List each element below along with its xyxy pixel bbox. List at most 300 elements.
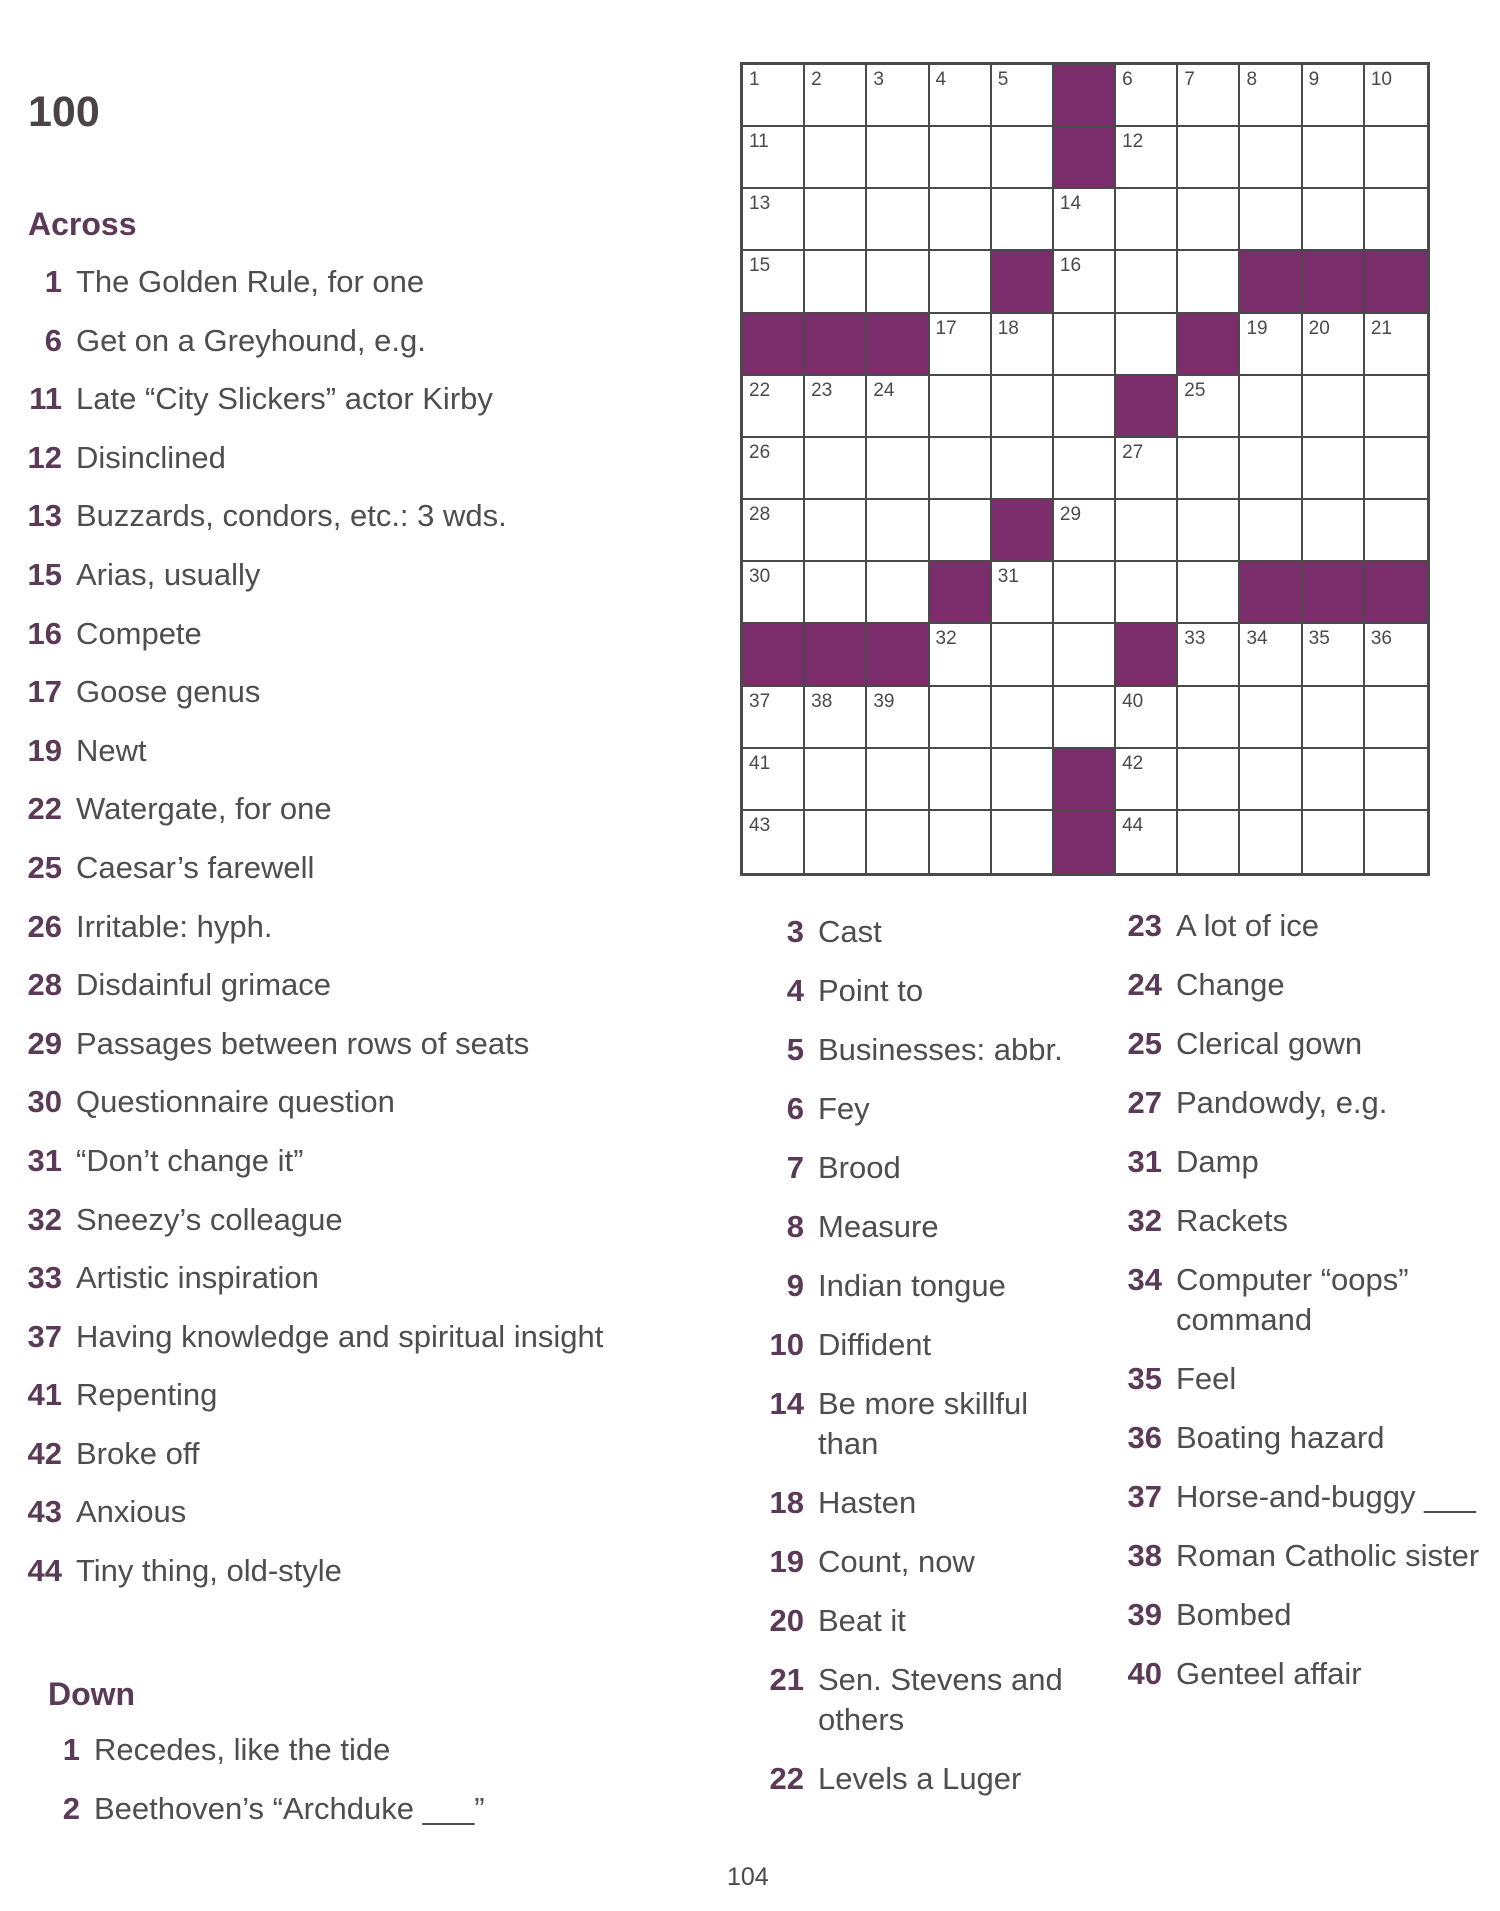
- clue-text: Change: [1176, 967, 1285, 1002]
- grid-cell[interactable]: [1116, 127, 1178, 189]
- grid-cell[interactable]: [1303, 438, 1365, 500]
- clue-text: Clerical gown: [1176, 1026, 1363, 1061]
- clue-number: 37: [1127, 1479, 1162, 1514]
- grid-cell[interactable]: [1365, 811, 1427, 873]
- clue-item: [10, 1434, 710, 1493]
- clue-item: [28, 1789, 718, 1848]
- clue-item: [752, 1384, 1072, 1464]
- grid-cell[interactable]: [867, 438, 929, 500]
- clue-number: 1: [62, 1732, 80, 1767]
- clue-text: Recedes, like the tide: [94, 1732, 391, 1767]
- clue-item: [752, 912, 1072, 952]
- grid-cell[interactable]: [992, 65, 1054, 127]
- clue-text: “Don’t change it”: [76, 1142, 304, 1178]
- clue-text: Diffident: [818, 1327, 932, 1362]
- cell-number: 39: [873, 690, 895, 712]
- grid-block: [1240, 251, 1302, 313]
- grid-cell[interactable]: [992, 624, 1054, 686]
- cell-number: 10: [1370, 69, 1392, 90]
- grid-cell[interactable]: [1303, 500, 1365, 562]
- grid-cell[interactable]: [805, 687, 867, 749]
- clue-number: 15: [27, 556, 62, 592]
- grid-cell[interactable]: [1240, 624, 1302, 686]
- clue-text: Compete: [76, 615, 202, 651]
- grid-cell[interactable]: [1054, 376, 1116, 438]
- grid-cell[interactable]: [743, 562, 805, 624]
- grid-cell[interactable]: [1240, 811, 1302, 873]
- grid-block: [1178, 314, 1240, 376]
- grid-cell[interactable]: [867, 65, 929, 127]
- clue-item: [752, 1483, 1072, 1523]
- grid-cell[interactable]: [805, 189, 867, 251]
- grid-block: [743, 314, 805, 376]
- clue-number: 2: [62, 1790, 80, 1826]
- cell-number: 3: [873, 69, 884, 90]
- clue-text: Sneezy’s colleague: [76, 1201, 343, 1237]
- grid-cell[interactable]: [1116, 562, 1178, 624]
- clue-item: [10, 438, 710, 497]
- clue-item: [10, 672, 710, 731]
- grid-block: [867, 624, 929, 686]
- clue-number: 43: [27, 1494, 62, 1530]
- grid-cell[interactable]: [867, 500, 929, 562]
- clue-number: 14: [769, 1386, 804, 1421]
- clue-number: 37: [27, 1318, 62, 1354]
- grid-block: [1054, 65, 1116, 127]
- clue-number: 6: [44, 322, 62, 358]
- clue-number: 32: [1127, 1203, 1162, 1238]
- grid-cell[interactable]: [1365, 189, 1427, 251]
- grid-cell[interactable]: [992, 749, 1054, 811]
- grid-cell[interactable]: [743, 251, 805, 313]
- clue-item: [10, 1200, 710, 1259]
- clue-item: [10, 1082, 710, 1141]
- grid-cell[interactable]: [1240, 749, 1302, 811]
- grid-cell[interactable]: [1365, 376, 1427, 438]
- clue-item: [10, 907, 710, 966]
- grid-cell[interactable]: [1303, 376, 1365, 438]
- clue-item: [752, 1266, 1072, 1306]
- clue-number: 18: [769, 1485, 804, 1520]
- clue-item: [10, 321, 710, 380]
- clue-item: [752, 1542, 1072, 1582]
- cell-number: 41: [749, 752, 771, 774]
- grid-cell[interactable]: [930, 251, 992, 313]
- grid-cell[interactable]: [743, 500, 805, 562]
- grid-cell[interactable]: [992, 314, 1054, 376]
- clue-text: Goose genus: [76, 674, 261, 710]
- grid-cell[interactable]: [1054, 687, 1116, 749]
- cell-number: 42: [1122, 752, 1144, 774]
- grid-cell[interactable]: [805, 438, 867, 500]
- clue-item: [1110, 1201, 1490, 1241]
- cell-number: 31: [997, 566, 1019, 588]
- clue-number: 16: [27, 615, 62, 651]
- cell-number: 18: [997, 317, 1019, 339]
- grid-cell[interactable]: [867, 811, 929, 873]
- grid-block: [992, 251, 1054, 313]
- grid-cell[interactable]: [1178, 376, 1240, 438]
- cell-number: 15: [749, 255, 771, 277]
- grid-cell[interactable]: [1365, 687, 1427, 749]
- grid-cell[interactable]: [743, 65, 805, 127]
- grid-cell[interactable]: [1178, 189, 1240, 251]
- clue-number: 41: [27, 1377, 62, 1413]
- grid-cell[interactable]: [1240, 189, 1302, 251]
- clue-text: The Golden Rule, for one: [76, 264, 425, 299]
- grid-cell[interactable]: [743, 376, 805, 438]
- clue-text: Late “City Slickers” actor Kirby: [76, 381, 493, 417]
- clue-item: [10, 614, 710, 673]
- grid-cell[interactable]: [867, 749, 929, 811]
- clue-number: 24: [1127, 967, 1162, 1002]
- grid-cell[interactable]: [1178, 500, 1240, 562]
- grid-cell[interactable]: [1240, 376, 1302, 438]
- grid-cell[interactable]: [1178, 251, 1240, 313]
- grid-cell[interactable]: [1116, 811, 1178, 873]
- grid-cell[interactable]: [1303, 189, 1365, 251]
- clue-text: Levels a Luger: [818, 1761, 1022, 1796]
- clue-item: [10, 1258, 710, 1317]
- grid-cell[interactable]: [805, 562, 867, 624]
- grid-cell[interactable]: [867, 127, 929, 189]
- grid-block: [1303, 562, 1365, 624]
- clue-item: [1110, 906, 1490, 946]
- clue-number: 1: [44, 264, 62, 299]
- grid-block: [1054, 127, 1116, 189]
- grid-cell[interactable]: [1116, 65, 1178, 127]
- clue-number: 36: [1127, 1420, 1162, 1455]
- crossword-grid: [740, 62, 1430, 876]
- grid-cell[interactable]: [1178, 562, 1240, 624]
- grid-cell[interactable]: [1240, 127, 1302, 189]
- clue-number: 31: [27, 1142, 62, 1178]
- clue-text: Caesar’s farewell: [76, 849, 315, 885]
- clue-number: 28: [27, 967, 62, 1003]
- cell-number: 16: [1059, 255, 1082, 277]
- grid-cell[interactable]: [930, 189, 992, 251]
- clue-item: [10, 496, 710, 555]
- grid-cell[interactable]: [930, 749, 992, 811]
- clue-item: [10, 731, 710, 790]
- grid-cell[interactable]: [930, 65, 992, 127]
- grid-cell[interactable]: [930, 376, 992, 438]
- grid-block: [1240, 562, 1302, 624]
- grid-cell[interactable]: [1303, 749, 1365, 811]
- clue-number: 13: [27, 498, 62, 534]
- grid-cell[interactable]: [1303, 811, 1365, 873]
- grid-cell[interactable]: [1116, 189, 1178, 251]
- cell-number: 22: [749, 379, 771, 401]
- cell-number: 12: [1122, 131, 1144, 153]
- grid-cell[interactable]: [1054, 251, 1116, 313]
- grid-block: [1303, 251, 1365, 313]
- cell-number: 17: [935, 317, 957, 339]
- grid-cell[interactable]: [805, 376, 867, 438]
- clue-number: 27: [1127, 1085, 1162, 1120]
- clue-number: 22: [769, 1761, 804, 1796]
- grid-cell[interactable]: [743, 811, 805, 873]
- clue-number: 3: [786, 914, 804, 949]
- grid-block: [1054, 811, 1116, 873]
- clue-item: [1110, 1418, 1490, 1458]
- grid-cell[interactable]: [1365, 314, 1427, 376]
- clue-item: [28, 1730, 718, 1789]
- grid-cell[interactable]: [1178, 687, 1240, 749]
- clue-text: Boating hazard: [1176, 1420, 1385, 1455]
- clue-item: [1110, 1654, 1490, 1694]
- grid-block: [743, 624, 805, 686]
- clue-text: Bombed: [1176, 1597, 1292, 1632]
- grid-block: [1054, 749, 1116, 811]
- clue-text: Feel: [1176, 1361, 1237, 1396]
- cell-number: 34: [1246, 628, 1268, 650]
- grid-cell[interactable]: [1365, 624, 1427, 686]
- clue-number: 20: [769, 1603, 804, 1638]
- grid-cell[interactable]: [1178, 438, 1240, 500]
- grid-cell[interactable]: [992, 687, 1054, 749]
- clue-number: 39: [1127, 1597, 1162, 1632]
- clue-item: [1110, 1477, 1490, 1517]
- clue-text: Artistic inspiration: [76, 1260, 319, 1296]
- cell-number: 29: [1059, 504, 1082, 526]
- clue-item: [10, 262, 710, 321]
- clue-number: 33: [27, 1260, 62, 1296]
- grid-block: [1365, 562, 1427, 624]
- grid-cell[interactable]: [805, 811, 867, 873]
- grid-cell[interactable]: [1178, 624, 1240, 686]
- grid-cell[interactable]: [867, 562, 929, 624]
- grid-cell[interactable]: [1116, 251, 1178, 313]
- clue-item: [752, 971, 1072, 1011]
- grid-cell[interactable]: [1054, 562, 1116, 624]
- clue-text: Broke off: [76, 1435, 200, 1471]
- grid-cell[interactable]: [743, 687, 805, 749]
- clue-number: 7: [786, 1150, 804, 1185]
- clue-number: 5: [786, 1032, 804, 1067]
- clue-text: Irritable: hyph.: [76, 908, 273, 944]
- cell-number: 24: [873, 379, 895, 401]
- clue-item: [10, 379, 710, 438]
- cell-number: 38: [811, 690, 833, 712]
- clue-number: 40: [1127, 1656, 1162, 1691]
- grid-cell[interactable]: [1116, 749, 1178, 811]
- grid-cell[interactable]: [743, 438, 805, 500]
- grid-cell[interactable]: [992, 189, 1054, 251]
- grid-cell[interactable]: [1178, 127, 1240, 189]
- clue-item: [1110, 1083, 1490, 1123]
- clue-text: Sen. Stevens and others: [818, 1662, 1063, 1737]
- clue-text: Rackets: [1176, 1203, 1288, 1238]
- clue-number: 4: [786, 973, 804, 1008]
- cell-number: 30: [749, 566, 771, 588]
- grid-cell[interactable]: [1303, 314, 1365, 376]
- grid-cell[interactable]: [1116, 314, 1178, 376]
- grid-cell[interactable]: [743, 127, 805, 189]
- cell-number: 27: [1122, 441, 1144, 463]
- clue-number: 30: [27, 1084, 62, 1120]
- clue-text: Get on a Greyhound, e.g.: [76, 322, 426, 358]
- grid-cell[interactable]: [992, 438, 1054, 500]
- cell-number: 23: [811, 379, 833, 401]
- cell-number: 4: [935, 69, 947, 90]
- grid-cell[interactable]: [992, 811, 1054, 873]
- clue-item: [1110, 965, 1490, 1005]
- grid-cell[interactable]: [992, 562, 1054, 624]
- grid-cell[interactable]: [805, 251, 867, 313]
- puzzle-number: 100: [28, 88, 100, 136]
- cell-number: 37: [749, 690, 771, 712]
- grid-cell[interactable]: [1240, 687, 1302, 749]
- clue-item: [1110, 1359, 1490, 1399]
- clue-item: [10, 789, 710, 848]
- grid-cell[interactable]: [1178, 811, 1240, 873]
- clue-item: [10, 848, 710, 907]
- grid-cell[interactable]: [805, 749, 867, 811]
- cell-number: 6: [1122, 69, 1133, 90]
- grid-cell[interactable]: [1365, 438, 1427, 500]
- grid-cell[interactable]: [1054, 500, 1116, 562]
- grid-block: [1116, 624, 1178, 686]
- grid-cell[interactable]: [992, 376, 1054, 438]
- clue-number: 11: [29, 381, 62, 417]
- clue-item: [10, 1375, 710, 1434]
- cell-number: 20: [1308, 317, 1330, 339]
- grid-cell[interactable]: [1365, 749, 1427, 811]
- clue-number: 29: [27, 1025, 62, 1061]
- grid-cell[interactable]: [930, 624, 992, 686]
- grid-cell[interactable]: [1240, 314, 1302, 376]
- grid-cell[interactable]: [930, 127, 992, 189]
- clue-item: [1110, 1142, 1490, 1182]
- cell-number: 19: [1246, 317, 1268, 339]
- clue-item: [752, 1148, 1072, 1188]
- cell-number: 13: [749, 193, 771, 215]
- clue-text: Disinclined: [76, 439, 226, 475]
- cell-number: 28: [749, 504, 771, 526]
- clue-text: Watergate, for one: [76, 791, 332, 827]
- grid-cell[interactable]: [930, 438, 992, 500]
- clue-number: 42: [27, 1435, 62, 1471]
- clue-text: Be more skillful than: [818, 1386, 1029, 1461]
- grid-cell[interactable]: [805, 500, 867, 562]
- grid-cell[interactable]: [867, 687, 929, 749]
- clue-text: Count, now: [818, 1544, 975, 1579]
- cell-number: 25: [1184, 379, 1206, 401]
- grid-cell[interactable]: [1303, 127, 1365, 189]
- clue-item: [752, 1089, 1072, 1129]
- grid-cell[interactable]: [867, 251, 929, 313]
- grid-block: [1365, 251, 1427, 313]
- clue-number: 21: [769, 1662, 804, 1697]
- clue-text: Having knowledge and spiritual insight: [76, 1318, 604, 1354]
- down-clue-list-right: [1110, 906, 1490, 1713]
- cell-number: 8: [1246, 69, 1258, 90]
- grid-cell[interactable]: [1303, 687, 1365, 749]
- grid-cell[interactable]: [1116, 687, 1178, 749]
- grid-block: [930, 562, 992, 624]
- grid-cell[interactable]: [867, 376, 929, 438]
- clue-text: Hasten: [818, 1485, 917, 1520]
- grid-cell[interactable]: [805, 127, 867, 189]
- grid-cell[interactable]: [1116, 438, 1178, 500]
- cell-number: 35: [1308, 628, 1330, 650]
- grid-cell[interactable]: [1240, 65, 1302, 127]
- grid-cell[interactable]: [1178, 749, 1240, 811]
- grid-cell[interactable]: [930, 687, 992, 749]
- grid-cell[interactable]: [1116, 500, 1178, 562]
- grid-cell[interactable]: [1303, 624, 1365, 686]
- cell-number: 2: [811, 69, 822, 90]
- grid-cell[interactable]: [1303, 65, 1365, 127]
- clue-text: Roman Catholic sister: [1176, 1538, 1480, 1573]
- grid-cell[interactable]: [805, 65, 867, 127]
- clue-number: 19: [769, 1544, 804, 1579]
- grid-block: [805, 624, 867, 686]
- clue-number: 38: [1127, 1538, 1162, 1573]
- grid-cell[interactable]: [992, 127, 1054, 189]
- clue-text: Tiny thing, old-style: [76, 1553, 342, 1589]
- grid-cell[interactable]: [1240, 438, 1302, 500]
- clue-text: Measure: [818, 1209, 939, 1244]
- clue-item: [1110, 1024, 1490, 1064]
- clue-item: [752, 1601, 1072, 1641]
- clue-number: 17: [27, 674, 62, 710]
- grid-cell[interactable]: [1054, 624, 1116, 686]
- clue-item: [752, 1030, 1072, 1070]
- cell-number: 1: [749, 69, 760, 90]
- clue-text: Passages between rows of seats: [76, 1025, 530, 1061]
- cell-number: 36: [1370, 628, 1392, 650]
- grid-cell[interactable]: [867, 189, 929, 251]
- grid-cell[interactable]: [1054, 189, 1116, 251]
- clue-item: [1110, 1536, 1490, 1576]
- grid-cell[interactable]: [743, 189, 805, 251]
- grid-cell[interactable]: [930, 811, 992, 873]
- cell-number: 32: [935, 628, 957, 650]
- grid-block: [992, 500, 1054, 562]
- across-heading: Across: [28, 206, 137, 242]
- clue-text: Questionnaire question: [76, 1084, 395, 1120]
- clue-text: Computer “oops” command: [1176, 1262, 1409, 1337]
- clue-item: [10, 1551, 710, 1610]
- clue-text: Genteel affair: [1176, 1656, 1362, 1691]
- clue-text: Horse-and-buggy ___: [1176, 1479, 1476, 1514]
- grid-cell[interactable]: [1054, 438, 1116, 500]
- down-clue-list-left: [28, 1730, 718, 1847]
- clue-text: Indian tongue: [818, 1268, 1006, 1303]
- clue-number: 25: [27, 849, 62, 885]
- grid-cell[interactable]: [1365, 500, 1427, 562]
- clue-number: 10: [769, 1327, 804, 1362]
- clue-item: [10, 1024, 710, 1083]
- grid-cell[interactable]: [1240, 500, 1302, 562]
- grid-cell[interactable]: [1365, 65, 1427, 127]
- grid-block: [867, 314, 929, 376]
- clue-text: Beethoven’s “Archduke ___”: [94, 1790, 485, 1826]
- grid-cell[interactable]: [1054, 314, 1116, 376]
- clue-number: 6: [786, 1091, 804, 1126]
- cell-number: 44: [1122, 814, 1144, 836]
- cell-number: 43: [749, 814, 771, 836]
- clue-number: 22: [27, 791, 62, 827]
- clue-number: 25: [1127, 1026, 1162, 1061]
- grid-cell[interactable]: [930, 314, 992, 376]
- grid-cell[interactable]: [930, 500, 992, 562]
- grid-cell[interactable]: [743, 749, 805, 811]
- grid-cell[interactable]: [1178, 65, 1240, 127]
- grid-cell[interactable]: [1365, 127, 1427, 189]
